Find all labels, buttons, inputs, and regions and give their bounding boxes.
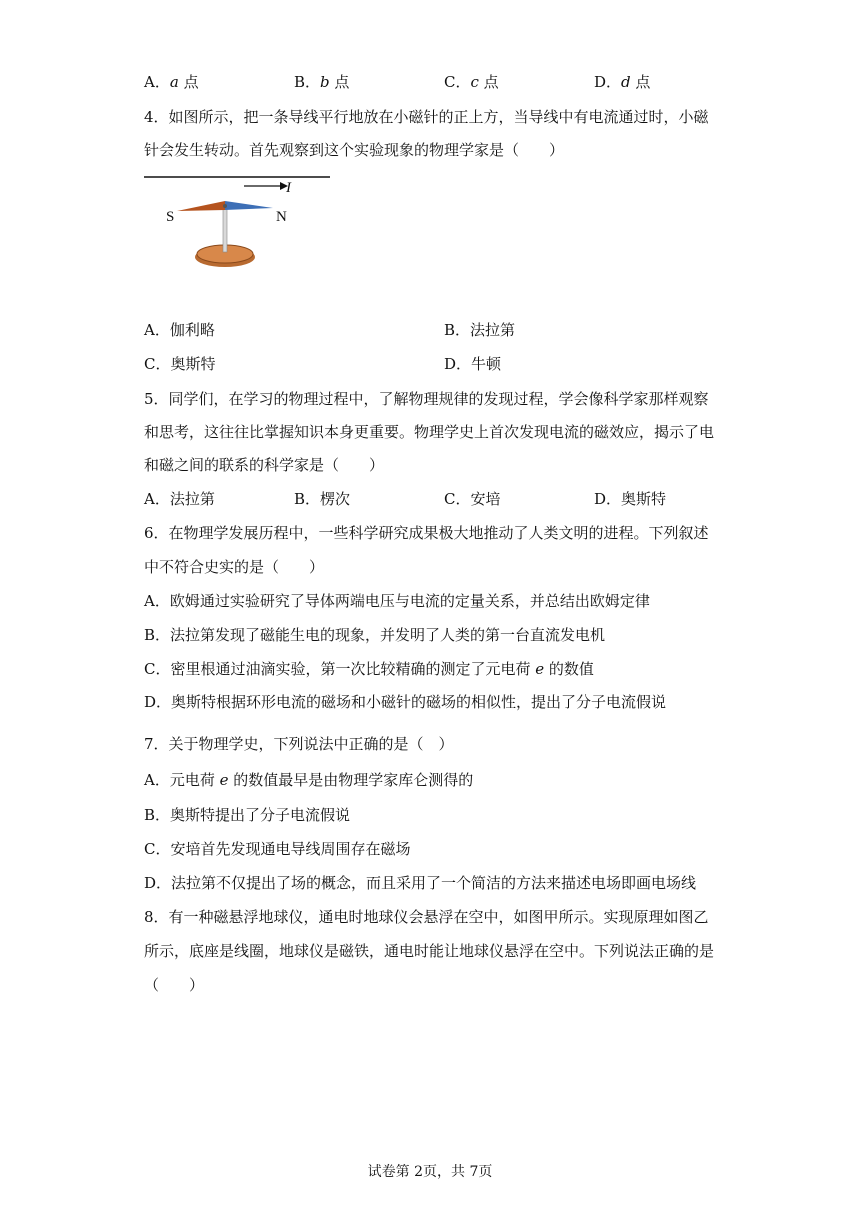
option-suffix: 点 bbox=[478, 73, 499, 91]
q4-stem-line2: 针会发生转动。首先观察到这个实验现象的物理学家是（ ） bbox=[144, 141, 565, 159]
option-text: 的数值最早是由物理学家库仑测得的 bbox=[228, 771, 474, 789]
compass-wire-figure bbox=[144, 172, 334, 272]
q4-option-d: D．牛顿 bbox=[444, 355, 502, 373]
q7-stem-line1: 7．关于物理学史，下列说法中正确的是（ ） bbox=[144, 735, 454, 753]
south-label: S bbox=[166, 209, 175, 225]
option-variable: d bbox=[621, 73, 631, 91]
q4-option-c: C．奥斯特 bbox=[144, 355, 216, 373]
q5-stem-line2: 和思考，这往往比掌握知识本身更重要。物理学史上首次发现电流的磁效应，揭示了电 bbox=[144, 423, 715, 441]
option-variable: b bbox=[320, 73, 330, 91]
option-text: A．元电荷 bbox=[144, 771, 220, 789]
q3-option-c bbox=[444, 72, 499, 92]
q5-option-c: C．安培 bbox=[444, 490, 501, 508]
q5-option-a: A．法拉第 bbox=[144, 490, 215, 508]
q5-stem-line1: 5．同学们，在学习的物理过程中，了解物理规律的发现过程，学会像科学家那样观察 bbox=[144, 390, 709, 408]
q5-option-b: B．楞次 bbox=[294, 490, 351, 508]
q8-stem-line3: （ ） bbox=[144, 976, 205, 994]
q3-option-d bbox=[594, 72, 650, 92]
q6-option-a: A．欧姆通过实验研究了导体两端电压与电流的定量关系，并总结出欧姆定律 bbox=[144, 592, 650, 610]
needle-south-icon bbox=[177, 201, 225, 211]
q5-stem-line3: 和磁之间的联系的科学家是（ ） bbox=[144, 456, 385, 474]
option-suffix: 点 bbox=[329, 73, 350, 91]
option-letter: A． bbox=[144, 73, 170, 91]
q8-stem-line1: 8．有一种磁悬浮地球仪，通电时地球仪会悬浮在空中，如图甲所示。实现原理如图乙 bbox=[144, 908, 709, 926]
needle-north-icon bbox=[225, 201, 273, 210]
q6-stem-line1: 6．在物理学发展历程中，一些科学研究成果极大地推动了人类文明的进程。下列叙述 bbox=[144, 524, 709, 542]
needle-pivot bbox=[223, 204, 227, 208]
option-text: 的数值 bbox=[544, 660, 594, 678]
q4-option-b: B．法拉第 bbox=[444, 321, 516, 339]
north-label: N bbox=[276, 209, 287, 225]
option-variable: c bbox=[470, 73, 479, 91]
q7-option-a bbox=[144, 770, 473, 790]
option-text: C．密里根通过油滴实验，第一次比较精确的测定了元电荷 bbox=[144, 660, 536, 678]
q6-option-d: D．奥斯特根据环形电流的磁场和小磁针的磁场的相似性，提出了分子电流假说 bbox=[144, 693, 667, 711]
option-letter: C． bbox=[444, 73, 471, 91]
page-footer: 试卷第 2页，共 7页 bbox=[367, 1164, 493, 1180]
option-letter: B． bbox=[294, 73, 321, 91]
q3-option-a bbox=[144, 72, 199, 92]
q6-option-c bbox=[144, 659, 594, 679]
q5-option-d: D．奥斯特 bbox=[594, 490, 667, 508]
q7-option-d: D．法拉第不仅提出了场的概念，而且采用了一个简洁的方法来描述电场即画电场线 bbox=[144, 874, 697, 892]
q6-option-b: B．法拉第发现了磁能生电的现象，并发明了人类的第一台直流发电机 bbox=[144, 626, 606, 644]
q8-stem-line2: 所示，底座是线圈，地球仪是磁铁，通电时能让地球仪悬浮在空中。下列说法正确的是 bbox=[144, 942, 715, 960]
option-variable: e bbox=[535, 660, 545, 678]
option-suffix: 点 bbox=[178, 73, 199, 91]
q6-stem-line2: 中不符合史实的是（ ） bbox=[144, 558, 325, 576]
compass-stand bbox=[223, 208, 227, 252]
option-variable: e bbox=[219, 771, 229, 789]
q4-option-a: A．伽利略 bbox=[144, 321, 215, 339]
option-suffix: 点 bbox=[630, 73, 651, 91]
option-variable: a bbox=[169, 73, 179, 91]
q4-stem-line1: 4．如图所示，把一条导线平行地放在小磁针的正上方，当导线中有电流通过时，小磁 bbox=[144, 108, 709, 126]
q3-option-b bbox=[294, 72, 349, 92]
option-letter: D． bbox=[594, 73, 622, 91]
current-label: I bbox=[286, 180, 291, 196]
q7-option-b: B．奥斯特提出了分子电流假说 bbox=[144, 806, 351, 824]
q7-option-c: C．安培首先发现通电导线周围存在磁场 bbox=[144, 840, 411, 858]
